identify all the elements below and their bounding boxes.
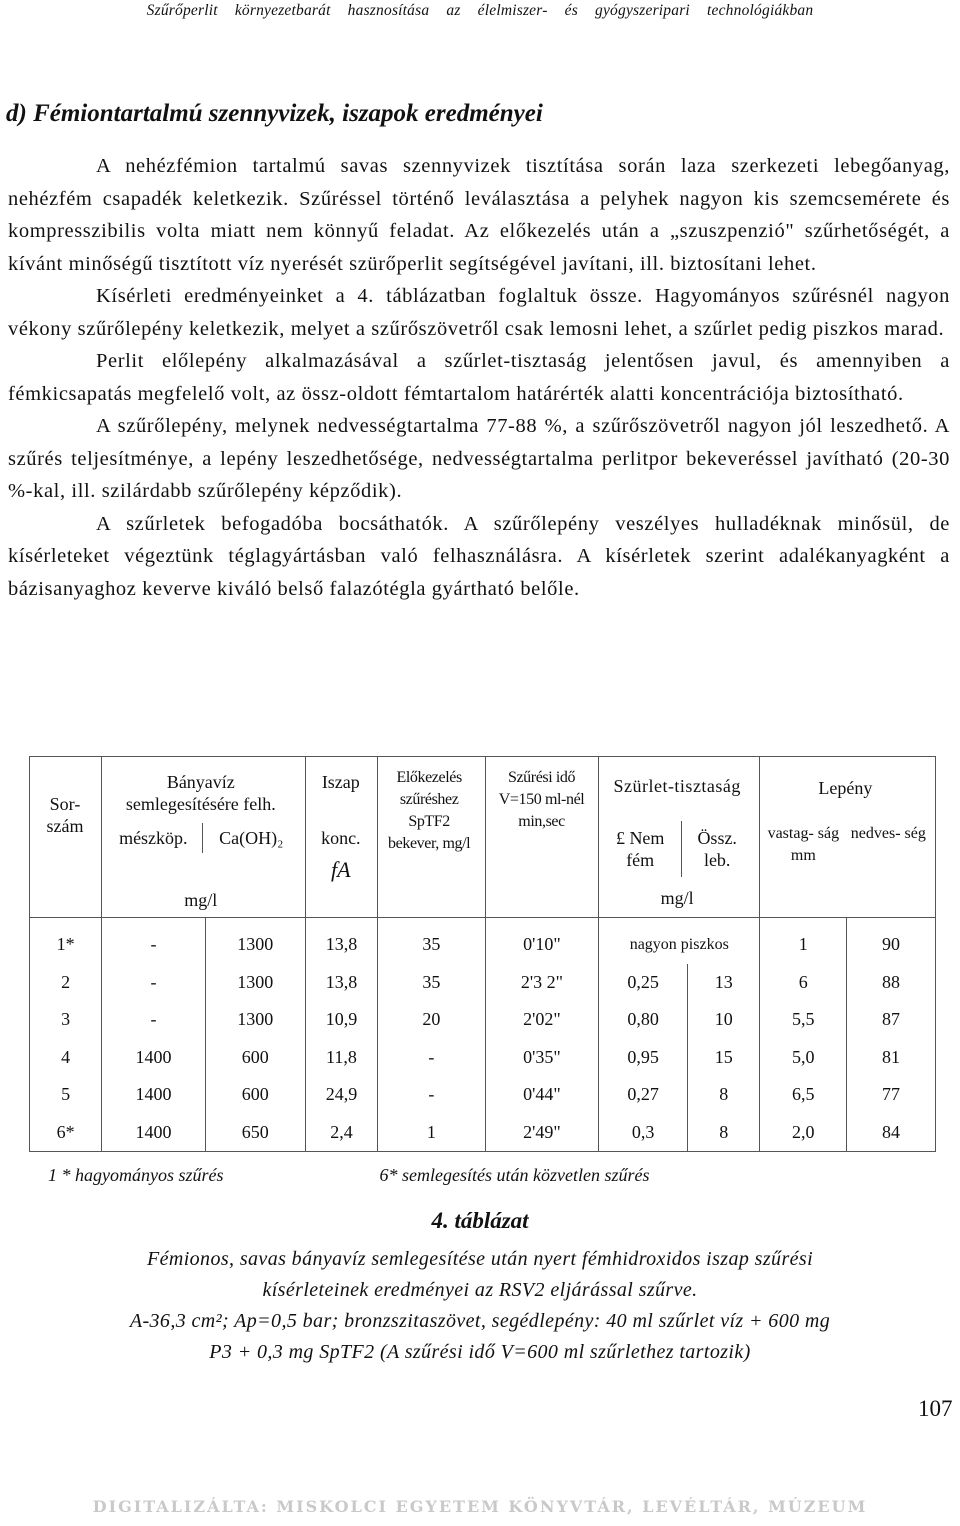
paragraph: A szűrőlepény, melynek nedvességtartalma 77-88 %, a szűrőszövetről nagyon jól leszedhető. A szűrés teljesítménye, a lepény leszedhetősége, nedvességtartalma perlitpor bekeveréssel javítható (20-30 %-kal, ill. szilárdabb szűrőlepény képződik).	[8, 415, 950, 502]
cell-szuresi-ido: 2'3 2"	[485, 964, 599, 1002]
page-number: 107	[918, 1396, 953, 1421]
cell-vastagsag: 6,5	[760, 1076, 847, 1114]
cell-iszap: 13,8	[305, 918, 377, 964]
header-szuresi-ido	[485, 757, 599, 918]
header-lepeny-label: Lepény	[818, 778, 873, 798]
paragraph: Kísérleti eredményeinket a 4. táblázatban foglaltuk össze. Hagyományos szűrésnél nagyon vékony szűrőlepény keletkezik, melyet a szűrőszövetről csak lemosni lehet, a szűrlet pedig piszkos marad.	[8, 285, 950, 340]
cell-szuresi-ido: 0'10"	[485, 918, 599, 964]
cell-ossz-leb: 13	[688, 964, 760, 1002]
cell-nedvesseg: 88	[847, 964, 936, 1002]
cell-meszkop: 1400	[102, 1114, 205, 1152]
cell-caoh: 1300	[205, 1001, 305, 1039]
cell-szuresi-ido: 0'35"	[485, 1039, 599, 1077]
cell-caoh: 1300	[205, 918, 305, 964]
header-nedvesseg: nedves- ség	[850, 825, 926, 842]
cell-sorszam: 5	[30, 1076, 102, 1114]
cell-nem-fem: 0,80	[599, 1001, 688, 1039]
cell-nem-fem: 0,3	[599, 1114, 688, 1152]
cell-sorszam: 6*	[30, 1114, 102, 1152]
cell-nem-fem: 0,25	[599, 964, 688, 1002]
cell-vastagsag: 1	[760, 918, 847, 964]
header-iszap	[305, 757, 377, 918]
paragraph: Perlit előlepény alkalmazásával a szűrlet-tisztaság jelentősen javul, és amennyiben a fémkicsapatás megfelelő volt, az össz-oldott fémtartalom határérték alatti koncentrációja biztosítható.	[8, 350, 950, 405]
cell-iszap: 11,8	[305, 1039, 377, 1077]
cell-caoh: 1300	[205, 964, 305, 1002]
cell-nedvesseg: 77	[847, 1076, 936, 1114]
cell-vastagsag: 5,5	[760, 1001, 847, 1039]
header-nem-fem: £ Nem fém	[615, 828, 665, 870]
cell-szuresi-ido: 2'02"	[485, 1001, 599, 1039]
header-elokezeles	[378, 757, 485, 918]
table-header-row	[30, 757, 936, 918]
header-banyaviz	[102, 757, 306, 918]
digitization-footer: DIGITALIZÁLTA: MISKOLCI EGYETEM KÖNYVTÁR, LEVÉLTÁR, MÚZEUM	[92, 1497, 868, 1516]
cell-szuresi-ido: 0'44"	[485, 1076, 599, 1114]
footnote-1: 1 * hagyományos szűrés	[48, 1165, 224, 1185]
table-footnotes	[48, 1165, 649, 1186]
cell-iszap: 10,9	[305, 1001, 377, 1039]
cell-meszkop: 1400	[102, 1076, 205, 1114]
header-lepeny	[760, 757, 936, 918]
cell-iszap: 2,4	[305, 1114, 377, 1152]
cell-sorszam: 4	[30, 1039, 102, 1077]
header-elokezeles-label: Előkezelés szűréshez SpTF2 bekever, mg/l	[388, 769, 471, 852]
cell-caoh: 650	[205, 1114, 305, 1152]
cell-sorszam: 1*	[30, 918, 102, 964]
header-banyaviz-label: Bányavíz semlegesítésére felh.	[125, 772, 276, 814]
table-row	[30, 1114, 936, 1152]
header-vastagsag: vastag- ság mm	[767, 825, 840, 864]
cell-elokezeles: 35	[378, 918, 485, 964]
cell-elokezeles: 1	[378, 1114, 485, 1152]
cell-vastagsag: 5,0	[760, 1039, 847, 1077]
running-header: Szűrőperlit környezetbarát hasznosítása az élelmiszer- és gyógyszeripari technológiákban	[146, 2, 814, 19]
cell-nedvesseg: 87	[847, 1001, 936, 1039]
cell-elokezeles: -	[378, 1039, 485, 1077]
section-title: d) Fémiontartalmú szennyvizek, iszapok eredményei	[6, 100, 543, 127]
cell-caoh: 600	[205, 1039, 305, 1077]
cell-nedvesseg: 90	[847, 918, 936, 964]
cell-nem-fem: 0,95	[599, 1039, 688, 1077]
cell-ossz-leb: 15	[688, 1039, 760, 1077]
table-caption	[20, 1244, 940, 1368]
header-fa: fA	[331, 857, 351, 882]
cell-ossz-leb: 8	[688, 1114, 760, 1152]
cell-meszkop: -	[102, 918, 205, 964]
cell-sorszam: 2	[30, 964, 102, 1002]
table-row	[30, 1001, 936, 1039]
paragraph: A szűrletek befogadóba bocsáthatók. A szűrőlepény veszélyes hulladéknak minősül, de kísérleteket végeztünk téglagyártásban való felhasználásra. A kísérletek szerint adalékanyagként a bázisanyaghoz keverve kiváló belső falazótégla gyártható belőle.	[8, 512, 950, 600]
cell-iszap: 24,9	[305, 1076, 377, 1114]
cell-vastagsag: 2,0	[760, 1114, 847, 1152]
cell-szuresi-ido: 2'49"	[485, 1114, 599, 1152]
header-szurlet-label: Szürlet-tisztaság	[613, 776, 741, 796]
cell-caoh: 600	[205, 1076, 305, 1114]
caption-line: A-36,3 cm²; Ap=0,5 bar; bronzszitaszövet, segédlepény: 40 ml szűrlet víz + 600 mg	[129, 1310, 831, 1332]
cell-nedvesseg: 84	[847, 1114, 936, 1152]
header-mgl-1: mg/l	[184, 890, 218, 910]
cell-ossz-leb: 8	[688, 1076, 760, 1114]
table-row	[30, 1039, 936, 1077]
paragraph: A nehézfémion tartalmú savas szennyvizek tisztítása során laza szerkezeti lebegőanyag, nehézfém csapadék keletkezik. Szűréssel történő leválasztása a pelyhek nagyon kis szemcsemérete és kompresszibilis volta miatt nem könnyű feladat. Az előkezelés után a „szuszpenzió" szűrhetőségét, a kívánt minőségű tisztított víz nyerését szürőperlit segítségével javítani, ill. biztosítani lehet.	[8, 155, 950, 275]
footnote-2: 6* semlegesítés után közvetlen szűrés	[379, 1165, 650, 1185]
header-ossz-leb: Össz. leb.	[697, 828, 737, 870]
header-szuresi-ido-label: Szűrési idő V=150 ml-nél min,sec	[498, 769, 585, 830]
caption-line: Fémionos, savas bányavíz semlegesítése után nyert fémhidroxidos iszap szűrési	[146, 1248, 814, 1270]
header-sorszam	[30, 757, 102, 918]
table-row	[30, 918, 936, 964]
caption-line: kísérleteinek eredményei az RSV2 eljárással szűrve.	[262, 1279, 698, 1301]
header-meszkop: mészköp.	[119, 828, 188, 848]
header-sorszam-label: Sor- szám	[46, 794, 84, 836]
cell-meszkop: -	[102, 1001, 205, 1039]
header-konc: konc.	[321, 828, 361, 848]
cell-iszap: 13,8	[305, 964, 377, 1002]
caption-title: 4. táblázat	[431, 1208, 529, 1233]
header-divider	[681, 821, 682, 877]
header-szurlet	[599, 757, 760, 918]
cell-elokezeles: 35	[378, 964, 485, 1002]
table-row	[30, 964, 936, 1002]
caption-line: P3 + 0,3 mg SpTF2 (A szűrési idő V=600 ml szűrlethez tartozik)	[209, 1341, 751, 1363]
header-divider	[202, 823, 203, 853]
cell-meszkop: 1400	[102, 1039, 205, 1077]
cell-elokezeles: -	[378, 1076, 485, 1114]
cell-szurlet: nagyon piszkos	[599, 918, 760, 964]
cell-meszkop: -	[102, 964, 205, 1002]
header-caoh: Ca(OH)₂	[219, 828, 284, 848]
table-row	[30, 1076, 936, 1114]
header-mgl-2: mg/l	[660, 888, 694, 908]
cell-sorszam: 3	[30, 1001, 102, 1039]
cell-elokezeles: 20	[378, 1001, 485, 1039]
cell-vastagsag: 6	[760, 964, 847, 1002]
results-table	[29, 756, 936, 1152]
cell-nem-fem: 0,27	[599, 1076, 688, 1114]
header-iszap-label: Iszap	[321, 772, 360, 792]
cell-ossz-leb: 10	[688, 1001, 760, 1039]
body-text	[8, 150, 950, 605]
cell-nedvesseg: 81	[847, 1039, 936, 1077]
